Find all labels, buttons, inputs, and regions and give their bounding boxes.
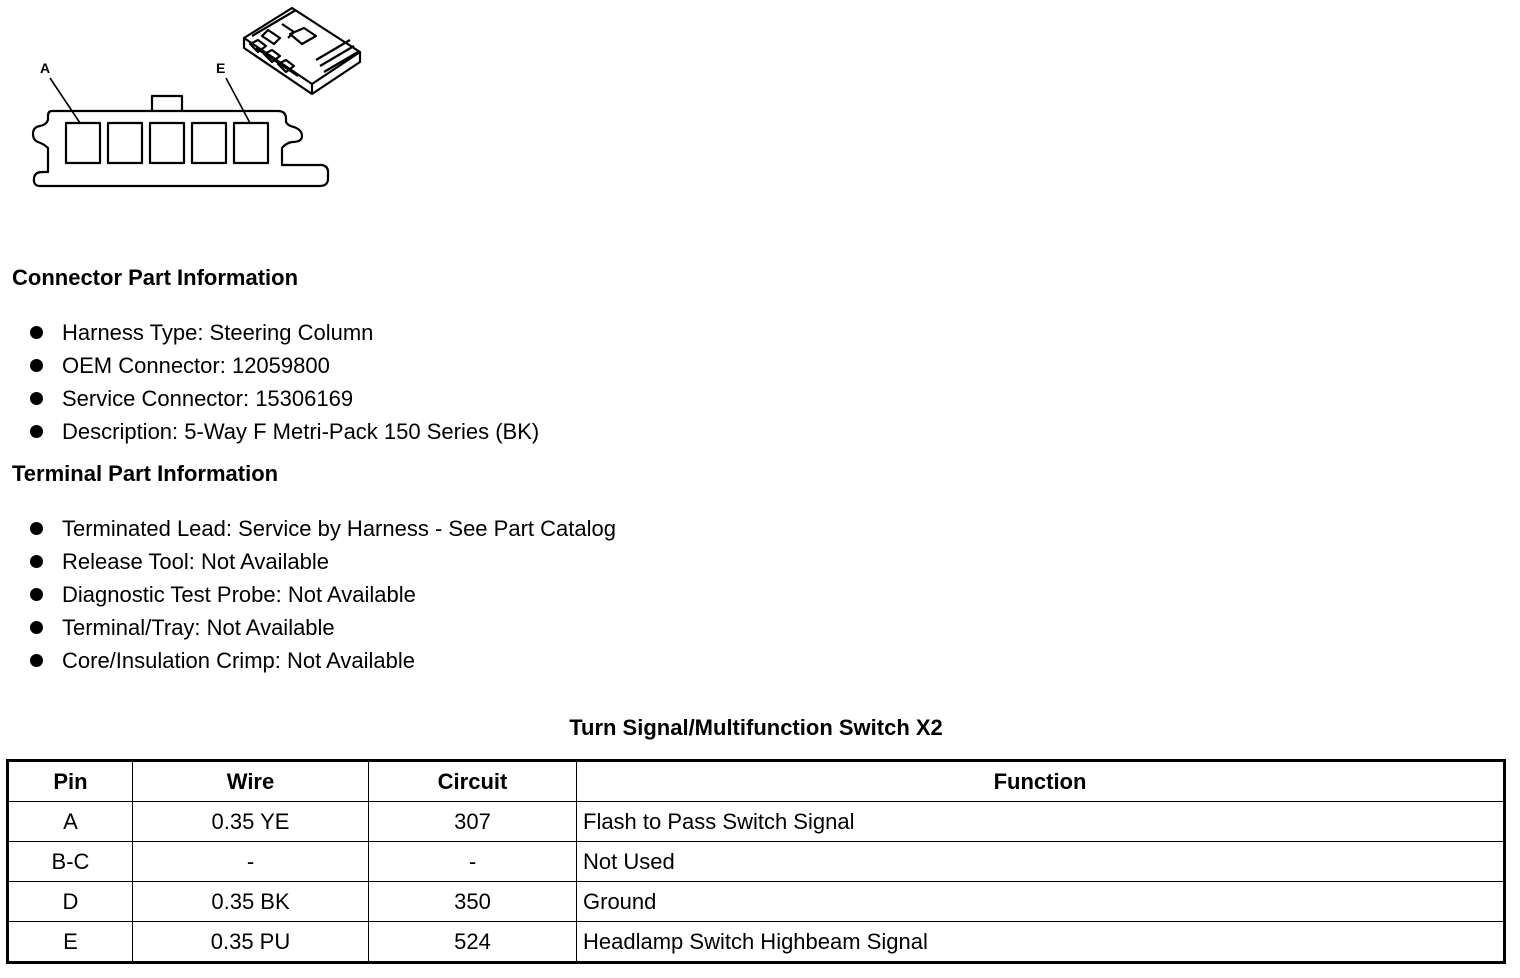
pin-cell: A — [8, 802, 133, 842]
table-row — [8, 842, 1505, 882]
table-row — [8, 882, 1505, 922]
bullet-icon — [30, 654, 43, 667]
bullet-icon — [30, 588, 43, 601]
table-row — [8, 922, 1505, 963]
list-item: Diagnostic Test Probe: Not Available — [30, 580, 616, 613]
function-cell: Not Used — [577, 842, 1505, 882]
terminal-part-info-heading: Terminal Part Information — [12, 461, 279, 486]
column-header-wire: Wire — [133, 761, 369, 802]
bullet-icon — [30, 326, 43, 339]
pinout-table — [6, 759, 1506, 964]
table-row — [8, 802, 1505, 842]
circuit-cell: 350 — [369, 882, 577, 922]
bullet-icon — [30, 425, 43, 438]
function-cell: Headlamp Switch Highbeam Signal — [577, 922, 1505, 963]
list-item: Description: 5-Way F Metri-Pack 150 Series (BK) — [30, 417, 539, 450]
terminal-info-list — [30, 514, 616, 679]
connector-body-outline — [33, 96, 328, 186]
list-item: Terminal/Tray: Not Available — [30, 613, 616, 646]
column-header-pin: Pin — [8, 761, 133, 802]
bullet-icon — [30, 392, 43, 405]
bullet-icon — [30, 522, 43, 535]
pin-label-e: E — [216, 60, 226, 76]
column-header-function: Function — [577, 761, 1505, 802]
connector-face-diagram — [30, 0, 370, 195]
pin-cell: D — [8, 882, 133, 922]
pin-cell: E — [8, 922, 133, 963]
table-header-row — [8, 761, 1505, 802]
list-item: Service Connector: 15306169 — [30, 384, 539, 417]
pin-cell: B-C — [8, 842, 133, 882]
list-item: Release Tool: Not Available — [30, 547, 616, 580]
circuit-cell: 524 — [369, 922, 577, 963]
wire-cell: 0.35 YE — [133, 802, 369, 842]
cavity-row — [66, 123, 268, 163]
connector-info-list — [30, 318, 539, 450]
function-cell: Flash to Pass Switch Signal — [577, 802, 1505, 842]
column-header-circuit: Circuit — [369, 761, 577, 802]
circuit-cell: - — [369, 842, 577, 882]
connector-isometric-icon — [244, 8, 360, 94]
list-item: Core/Insulation Crimp: Not Available — [30, 646, 616, 679]
bullet-icon — [30, 359, 43, 372]
bullet-icon — [30, 555, 43, 568]
pin-label-a: A — [40, 60, 51, 76]
list-item: Harness Type: Steering Column — [30, 318, 539, 351]
wire-cell: - — [133, 842, 369, 882]
table-title: Turn Signal/Multifunction Switch X2 — [569, 715, 943, 740]
list-item: Terminated Lead: Service by Harness - See Part Catalog — [30, 514, 616, 547]
bullet-icon — [30, 621, 43, 634]
connector-part-info-heading: Connector Part Information — [12, 265, 299, 290]
function-cell: Ground — [577, 882, 1505, 922]
circuit-cell: 307 — [369, 802, 577, 842]
wire-cell: 0.35 BK — [133, 882, 369, 922]
wire-cell: 0.35 PU — [133, 922, 369, 963]
list-item: OEM Connector: 12059800 — [30, 351, 539, 384]
